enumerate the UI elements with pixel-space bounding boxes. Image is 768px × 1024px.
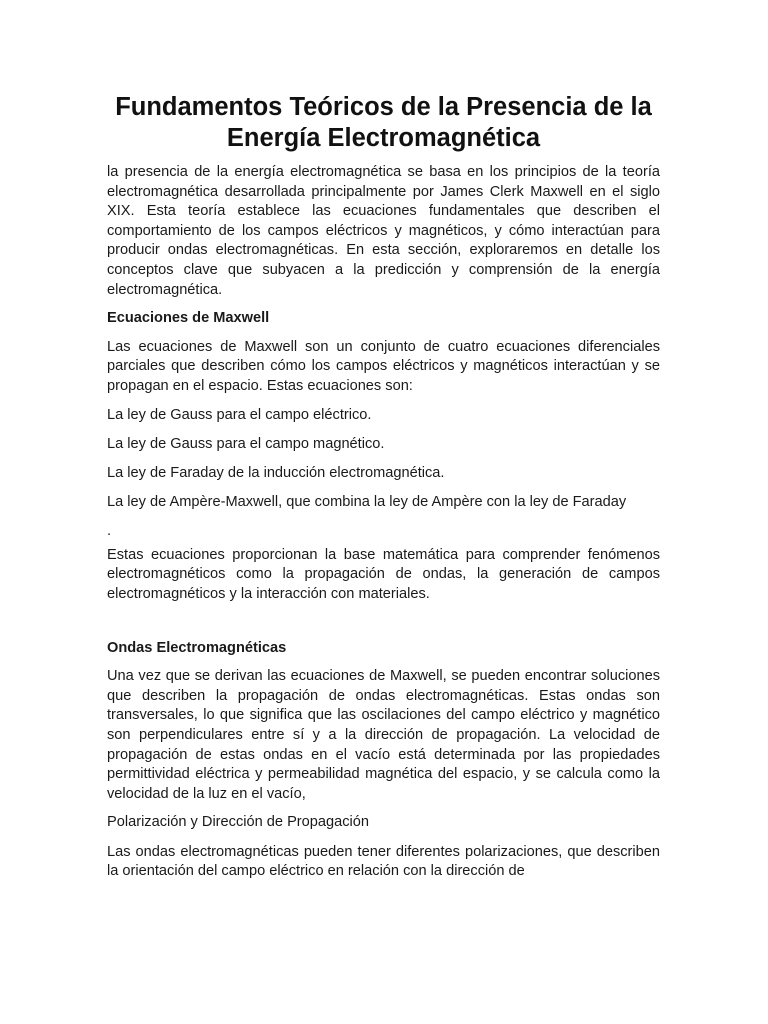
waves-paragraph: Una vez que se derivan las ecuaciones de Maxwell, se pueden encontrar soluciones que describen la propagación de ondas electromagnéticas. Estas ondas son transversales, lo que significa que las oscilaciones del campo eléctrico y magnético son perpendiculares entre sí y a la dirección de propagación. La velocidad de propagación de estas ondas en el vacío está determinada por las propiedades permittividad eléctrica y permeabilidad magnética del espacio, y se calcula como la velocidad de la luz en el vacío, bbox=[107, 668, 660, 802]
section-heading-maxwell: Ecuaciones de Maxwell bbox=[107, 310, 270, 327]
maxwell-paragraph: Las ecuaciones de Maxwell son un conjunto de cuatro ecuaciones diferenciales parciales que describen cómo los campos eléctricos y magnéticos interactúan y se propagan en el espacio. Estas ecuaciones son: bbox=[107, 338, 660, 394]
document-page bbox=[107, 92, 660, 891]
intro-paragraph: la presencia de la energía electromagnética se basa en los principios de la teoría electromagnética desarrollada principalmente por James Clerk Maxwell en el siglo XIX. Esta teoría establece las ecuaciones fundamentales que describen el comportamiento de los campos eléctricos y magnéticos, y cómo interactúan para producir ondas electromagnéticas. En esta sección, exploraremos en detalle los conceptos clave que subyacen a la predicción y comprensión de la energía electromagnética. bbox=[107, 164, 660, 298]
subheading-polarization: Polarización y Dirección de Propagación bbox=[107, 814, 370, 831]
stray-period: . bbox=[107, 523, 112, 540]
section-heading-waves: Ondas Electromagnéticas bbox=[107, 639, 287, 656]
list-item: La ley de Gauss para el campo eléctrico. bbox=[107, 406, 372, 423]
list-item: La ley de Gauss para el campo magnético. bbox=[107, 435, 385, 452]
list-item: La ley de Ampère-Maxwell, que combina la ley de Ampère con la ley de Faraday bbox=[107, 494, 627, 511]
document-title: Fundamentos Teóricos de la Presencia de la Energía Electromagnética bbox=[115, 93, 652, 152]
polarization-paragraph: Las ondas electromagnéticas pueden tener diferentes polarizaciones, que describen la orientación del campo eléctrico en relación con la dirección de bbox=[107, 843, 660, 880]
list-item: La ley de Faraday de la inducción electromagnética. bbox=[107, 464, 445, 481]
maxwell-closing-paragraph: Estas ecuaciones proporcionan la base matemática para comprender fenómenos electromagnéticos como la propagación de ondas, la generación de campos electromagnéticos y la interacción con materiales. bbox=[107, 546, 660, 603]
